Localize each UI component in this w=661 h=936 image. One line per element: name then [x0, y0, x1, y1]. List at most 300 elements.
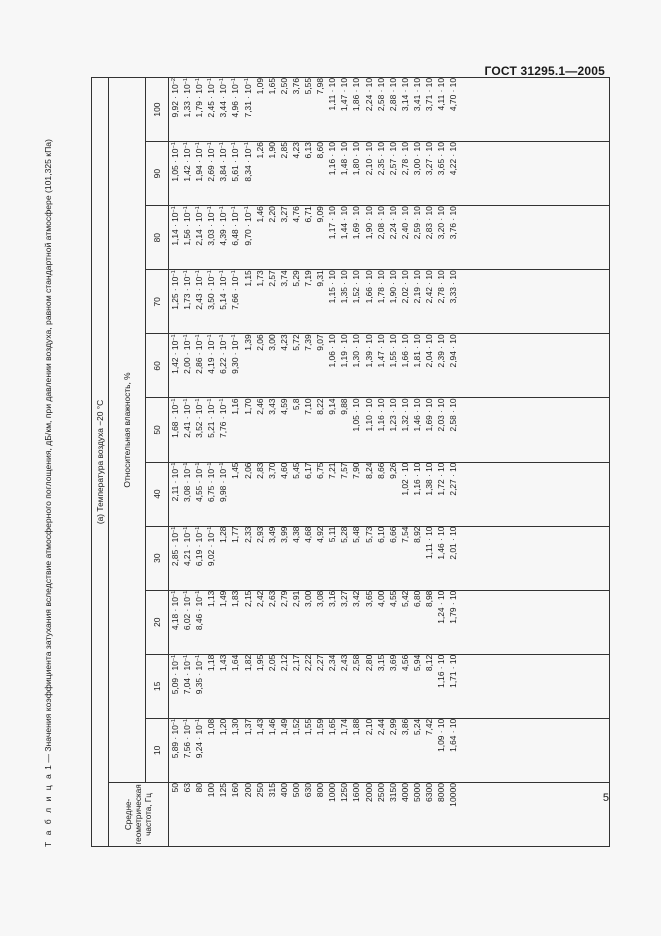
- cell-mantissa: 1,33 · 10: [182, 84, 193, 118]
- cell-mantissa: 4,23: [278, 334, 289, 351]
- table-cell: [435, 334, 447, 397]
- cell-exponent: −1: [207, 526, 214, 533]
- cell-mantissa: 1,90 · 10: [387, 270, 398, 304]
- table-cell: [375, 591, 387, 654]
- table-cell: [423, 78, 435, 141]
- cell-mantissa: 1,42 · 10: [170, 340, 180, 374]
- cell-exponent: −1: [243, 142, 250, 149]
- cell-exponent: −1: [231, 334, 238, 341]
- cell-mantissa: 1,30: [230, 718, 241, 736]
- table-cell: [423, 719, 435, 782]
- table-cell: [229, 655, 241, 718]
- cell-mantissa: 1,81 · 10: [411, 334, 422, 368]
- cell-mantissa: 7,21: [327, 462, 338, 479]
- table-cell: [338, 527, 350, 590]
- cell-exponent: −1: [171, 334, 177, 341]
- cell-mantissa: 8,92: [411, 526, 422, 543]
- cell-mantissa: 6,75: [315, 462, 326, 479]
- table-cell: [254, 270, 266, 333]
- table-cell: [205, 78, 217, 141]
- cell-mantissa: 3,08: [315, 590, 326, 607]
- cell-mantissa: 2,43: [339, 654, 350, 672]
- cell-mantissa: 1,66 · 10: [363, 270, 374, 304]
- table-cell: [411, 398, 423, 461]
- table-cell: [266, 78, 278, 141]
- cell-mantissa: 7,39: [303, 334, 314, 351]
- cell-mantissa: 1,65: [266, 78, 277, 95]
- humidity-level-90: 90: [146, 142, 169, 206]
- table-cell: [193, 527, 205, 590]
- cell-mantissa: 1,06 · 10: [327, 334, 338, 368]
- cell-mantissa: 6,10: [375, 526, 386, 543]
- cell-mantissa: 9,35 · 10: [194, 661, 205, 695]
- cell-exponent: −1: [195, 654, 202, 662]
- cell-mantissa: 3,00 · 10: [411, 142, 422, 176]
- cell-mantissa: 1,44 · 10: [339, 206, 350, 240]
- table-cell: [193, 463, 205, 526]
- cell-mantissa: 7,04 · 10: [182, 661, 193, 695]
- cell-exponent: −1: [219, 398, 226, 405]
- table-cell: [217, 270, 229, 333]
- cell-mantissa: 3,16: [327, 590, 338, 607]
- cell-mantissa: 1,02 · 10: [399, 462, 410, 496]
- table-cell: [205, 655, 217, 718]
- cell-mantissa: 6,17: [303, 462, 314, 479]
- cell-mantissa: 1,16 · 10: [375, 398, 386, 432]
- table-cell: [193, 142, 205, 205]
- table-cell: [278, 334, 290, 397]
- table-cell: [399, 591, 411, 654]
- cell-mantissa: 2,10 · 10: [363, 142, 374, 176]
- table-cell: [363, 398, 375, 461]
- cell-exponent: −1: [231, 142, 238, 149]
- table-cell: [217, 334, 229, 397]
- table-cell: [350, 591, 362, 654]
- cell-mantissa: 4,00: [375, 590, 386, 607]
- table-cell: [266, 463, 278, 526]
- cell-exponent: −1: [207, 334, 214, 341]
- cell-mantissa: 5,45: [290, 462, 301, 479]
- table-cell: [314, 463, 326, 526]
- values-column-100: [169, 78, 610, 142]
- cell-mantissa: 3,27: [339, 590, 350, 607]
- table-cell: [193, 270, 205, 333]
- cell-mantissa: 2,02 · 10: [399, 270, 410, 304]
- table-cell: [229, 270, 241, 333]
- cell-mantissa: 7,56 · 10: [182, 725, 193, 759]
- cell-mantissa: 2,44: [375, 718, 386, 736]
- cell-mantissa: 1,20: [218, 718, 229, 736]
- table-cell: [302, 334, 314, 397]
- cell-mantissa: 5,28: [339, 526, 350, 543]
- cell-mantissa: 5,09 · 10: [170, 661, 180, 695]
- cell-mantissa: 3,49: [266, 526, 277, 543]
- table-cell: [254, 206, 266, 269]
- table-cell: [350, 719, 362, 782]
- cell-mantissa: 2,41 · 10: [182, 404, 193, 438]
- table-cell: [217, 591, 229, 654]
- table-cell: [205, 142, 217, 205]
- table-cell: [278, 591, 290, 654]
- cell-mantissa: 1,18: [206, 654, 217, 672]
- cell-mantissa: 2,34: [327, 654, 338, 672]
- table-cell: [229, 463, 241, 526]
- cell-exponent: −1: [207, 142, 214, 149]
- table-cell: [217, 398, 229, 461]
- table-cell: [338, 719, 350, 782]
- cell-mantissa: 3,76 · 10: [448, 206, 459, 240]
- cell-exponent: −1: [195, 78, 202, 85]
- cell-mantissa: 1,11 · 10: [423, 526, 434, 560]
- humidity-header: Относительная влажность, %: [109, 78, 146, 783]
- frequency-value: 1000: [327, 782, 338, 803]
- cell-mantissa: 1,77: [230, 526, 241, 543]
- cell-exponent: −1: [183, 462, 190, 469]
- table-cell: [447, 719, 459, 782]
- cell-exponent: −1: [171, 142, 177, 149]
- table-cell: [254, 463, 266, 526]
- cell-mantissa: 2,42 · 10: [423, 270, 434, 304]
- cell-mantissa: 1,35 · 10: [339, 270, 350, 304]
- cell-mantissa: 1,65: [327, 718, 338, 736]
- cell-mantissa: 4,23: [290, 142, 301, 159]
- table-cell: [326, 463, 338, 526]
- cell-mantissa: 2,35 · 10: [375, 142, 386, 176]
- cell-mantissa: 1,79 · 10: [194, 84, 205, 118]
- cell-mantissa: 1,72 · 10: [436, 462, 447, 496]
- frequency-value: 4000: [399, 782, 410, 803]
- cell-mantissa: 1,13: [206, 590, 217, 607]
- table-cell: [290, 142, 302, 205]
- cell-mantissa: 4,92: [315, 526, 326, 543]
- cell-exponent: −1: [207, 270, 214, 277]
- cell-mantissa: 1,17 · 10: [327, 206, 338, 240]
- humidity-level-80: 80: [146, 206, 169, 270]
- document-code: ГОСТ 31295.1—2005: [484, 64, 605, 78]
- table-cell: [169, 591, 181, 654]
- cell-mantissa: 1,05 · 10: [170, 148, 180, 182]
- cell-mantissa: 3,00: [303, 590, 314, 607]
- cell-mantissa: 1,55: [303, 718, 314, 736]
- table-cell: [399, 334, 411, 397]
- table-cell: [387, 719, 399, 782]
- cell-exponent: −1: [183, 718, 190, 726]
- cell-mantissa: 1,42 · 10: [182, 148, 193, 182]
- cell-mantissa: 1,30 · 10: [351, 334, 362, 368]
- frequency-value: 630: [303, 782, 314, 798]
- cell-mantissa: 1,38 · 10: [423, 462, 434, 496]
- table-cell: [350, 142, 362, 205]
- table-cell: [205, 334, 217, 397]
- cell-mantissa: 7,10: [303, 398, 314, 415]
- table-cell: [242, 719, 254, 782]
- cell-mantissa: 1,56 · 10: [182, 212, 193, 246]
- cell-exponent: −1: [183, 654, 190, 662]
- table-cell: [447, 655, 459, 718]
- humidity-level-40: 40: [146, 462, 169, 526]
- caption-text: — Значения коэффициента затухания вследствие атмосферного поглощения, дБ/км, при давлении воздуха, равном стандартной атмосфере (101,325 кПа): [43, 139, 53, 766]
- table-cell: [447, 463, 459, 526]
- frequency-value: 1600: [351, 782, 362, 803]
- table-cell: [447, 398, 459, 461]
- table-cell: [350, 463, 362, 526]
- cell-mantissa: 5,89 · 10: [170, 725, 180, 759]
- cell-exponent: −1: [195, 142, 202, 149]
- values-column-70: [169, 270, 610, 334]
- table-cell: [242, 206, 254, 269]
- table-cell: [375, 142, 387, 205]
- cell-mantissa: 2,33: [242, 526, 253, 543]
- table-cell: [350, 206, 362, 269]
- frequency-header: Средне-геометрическая частота, Гц: [109, 782, 169, 846]
- table-cell: [266, 334, 278, 397]
- table-cell: [314, 270, 326, 333]
- table-cell: [278, 463, 290, 526]
- table-cell: [314, 527, 326, 590]
- table-cell: [326, 334, 338, 397]
- cell-mantissa: 3,50 · 10: [206, 276, 217, 310]
- values-column-15: [169, 654, 610, 718]
- cell-mantissa: 3,74: [278, 270, 289, 287]
- table-cell: [302, 78, 314, 141]
- table-cell: [387, 142, 399, 205]
- frequency-value: 2000: [363, 782, 374, 803]
- table-cell: [242, 270, 254, 333]
- cell-mantissa: 2,11 · 10: [170, 468, 180, 502]
- table-cell: [314, 78, 326, 141]
- cell-mantissa: 7,57: [339, 462, 350, 479]
- cell-mantissa: 1,90: [266, 142, 277, 159]
- cell-mantissa: 9,24 · 10: [194, 725, 205, 759]
- table-cell: [338, 78, 350, 141]
- table-cell: [338, 206, 350, 269]
- table-cell: [217, 78, 229, 141]
- table-cell: [302, 142, 314, 205]
- frequency-value: 315: [266, 782, 277, 798]
- cell-mantissa: 4,19 · 10: [206, 340, 217, 374]
- cell-mantissa: 5,48: [351, 526, 362, 543]
- cell-mantissa: 1,73: [254, 270, 265, 287]
- cell-mantissa: 4,70 · 10: [448, 78, 459, 112]
- table-cell: [314, 591, 326, 654]
- frequency-value: 100: [206, 782, 217, 798]
- cell-mantissa: 5,11: [327, 526, 338, 543]
- table-cell: [387, 270, 399, 333]
- cell-mantissa: 2,19 · 10: [411, 270, 422, 304]
- table-cell: [302, 719, 314, 782]
- cell-mantissa: 1,68 · 10: [170, 404, 180, 438]
- cell-mantissa: 2,27 · 10: [448, 462, 459, 496]
- cell-mantissa: 2,99: [387, 718, 398, 736]
- cell-mantissa: 1,28: [218, 526, 229, 543]
- cell-mantissa: 8,60: [315, 142, 326, 159]
- table-cell: [338, 270, 350, 333]
- cell-mantissa: 2,05: [266, 654, 277, 672]
- table-cell: [169, 78, 181, 141]
- page-number: 5: [602, 792, 609, 804]
- table-cell: [338, 398, 350, 461]
- table-cell: [399, 719, 411, 782]
- cell-mantissa: 2,40 · 10: [399, 206, 410, 240]
- cell-mantissa: 1,09 · 10: [436, 718, 447, 752]
- table-body-row: [169, 78, 610, 847]
- table-cell: [266, 398, 278, 461]
- table-cell: [169, 142, 181, 205]
- cell-mantissa: 7,98: [315, 78, 326, 95]
- cell-mantissa: 1,64: [230, 654, 241, 672]
- table-cell: [387, 398, 399, 461]
- cell-mantissa: 1,66 · 10: [399, 334, 410, 368]
- cell-mantissa: 8,66: [375, 462, 386, 479]
- table-cell: [387, 591, 399, 654]
- cell-exponent: −1: [207, 78, 214, 85]
- table-cell: [302, 527, 314, 590]
- table-cell: [217, 527, 229, 590]
- cell-mantissa: 3,44 · 10: [218, 84, 229, 118]
- cell-mantissa: 3,70: [266, 462, 277, 479]
- cell-mantissa: 1,46 · 10: [411, 398, 422, 432]
- cell-mantissa: 1,55 · 10: [387, 334, 398, 368]
- cell-mantissa: 1,47 · 10: [339, 78, 350, 112]
- table-cell: [375, 334, 387, 397]
- values-column-60: [169, 334, 610, 398]
- cell-mantissa: 1,16 · 10: [327, 142, 338, 176]
- cell-mantissa: 7,42: [423, 718, 434, 736]
- table-cell: [242, 398, 254, 461]
- table-cell: [447, 591, 459, 654]
- table-cell: [181, 527, 193, 590]
- table-cell: [169, 270, 181, 333]
- cell-mantissa: 2,00 · 10: [182, 340, 193, 374]
- table-cell: [423, 591, 435, 654]
- table-cell: [193, 655, 205, 718]
- cell-mantissa: 2,10: [363, 718, 374, 736]
- cell-mantissa: 1,26: [254, 142, 265, 159]
- table-cell: [254, 398, 266, 461]
- cell-mantissa: 3,71 · 10: [423, 78, 434, 112]
- table-cell: [290, 78, 302, 141]
- frequency-value: 80: [194, 782, 205, 793]
- caption-number: 1: [43, 765, 53, 770]
- cell-mantissa: 2,63: [266, 590, 277, 607]
- table-cell: [193, 398, 205, 461]
- table-cell: [435, 206, 447, 269]
- cell-mantissa: 2,58 · 10: [375, 78, 386, 112]
- cell-mantissa: 1,37: [242, 718, 253, 736]
- table-cell: [363, 719, 375, 782]
- cell-mantissa: 1,46: [266, 718, 277, 736]
- cell-exponent: −1: [171, 590, 177, 598]
- table-cell: [423, 142, 435, 205]
- table-cell: [411, 591, 423, 654]
- table-cell: [169, 398, 181, 461]
- cell-mantissa: 5,73: [363, 526, 374, 543]
- cell-mantissa: 1,05 · 10: [351, 398, 362, 432]
- values-column-10: [169, 718, 610, 782]
- cell-mantissa: 2,27: [315, 654, 326, 672]
- table-cell: [205, 463, 217, 526]
- table-cell: [193, 206, 205, 269]
- table-cell: [169, 334, 181, 397]
- cell-mantissa: 3,52 · 10: [194, 404, 205, 438]
- cell-mantissa: 2,85 · 10: [170, 533, 180, 567]
- cell-mantissa: 1,73 · 10: [182, 276, 193, 310]
- table-cell: [278, 527, 290, 590]
- cell-mantissa: 1,23 · 10: [387, 398, 398, 432]
- cell-mantissa: 9,30 · 10: [230, 340, 241, 374]
- cell-mantissa: 2,91: [290, 590, 301, 607]
- cell-mantissa: 1,47 · 10: [375, 334, 386, 368]
- table-cell: [229, 334, 241, 397]
- table-cell: [205, 270, 217, 333]
- table-cell: [266, 527, 278, 590]
- table-cell: [181, 655, 193, 718]
- cell-exponent: −1: [219, 78, 226, 85]
- table-cell: [229, 78, 241, 141]
- cell-mantissa: 1,16: [230, 398, 241, 415]
- table-cell: [254, 334, 266, 397]
- cell-exponent: −1: [171, 398, 177, 405]
- table-cell: [266, 591, 278, 654]
- table-cell: [205, 206, 217, 269]
- cell-mantissa: 2,83 · 10: [423, 206, 434, 240]
- attenuation-table: [91, 77, 610, 847]
- cell-mantissa: 1,94 · 10: [194, 148, 205, 182]
- table-cell: [423, 463, 435, 526]
- humidity-level-50: 50: [146, 398, 169, 462]
- cell-mantissa: 8,46 · 10: [194, 597, 205, 631]
- table-cell: [229, 206, 241, 269]
- cell-exponent: −1: [195, 526, 202, 533]
- table-cell: [181, 78, 193, 141]
- table-cell: [423, 334, 435, 397]
- cell-exponent: −1: [231, 270, 238, 277]
- table-cell: [387, 78, 399, 141]
- cell-mantissa: 1,46: [254, 206, 265, 223]
- table-cell: [350, 78, 362, 141]
- cell-mantissa: 3,42: [351, 590, 362, 607]
- table-cell: [326, 591, 338, 654]
- cell-mantissa: 2,06: [242, 462, 253, 479]
- table-cell: [326, 78, 338, 141]
- cell-mantissa: 2,58: [351, 654, 362, 672]
- table-cell: [278, 270, 290, 333]
- cell-mantissa: 7,76 · 10: [218, 404, 229, 438]
- cell-exponent: −2: [171, 78, 177, 85]
- cell-mantissa: 1,16 · 10: [436, 654, 447, 688]
- table-cell: [411, 270, 423, 333]
- cell-mantissa: 6,19 · 10: [194, 533, 205, 567]
- table-cell: [302, 655, 314, 718]
- cell-mantissa: 4,55 · 10: [194, 468, 205, 502]
- cell-mantissa: 1,48 · 10: [339, 142, 350, 176]
- rotated-table-block: [43, 77, 603, 847]
- table-cell: [205, 398, 217, 461]
- table-cell: [399, 527, 411, 590]
- table-cell: [363, 78, 375, 141]
- table-cell: [266, 270, 278, 333]
- cell-mantissa: 5,94: [411, 654, 422, 672]
- cell-exponent: −1: [219, 334, 226, 341]
- cell-exponent: −1: [219, 142, 226, 149]
- table-cell: [242, 78, 254, 141]
- table-cell: [290, 398, 302, 461]
- cell-mantissa: 2,79: [278, 590, 289, 607]
- table-cell: [435, 142, 447, 205]
- cell-mantissa: 4,22 · 10: [448, 142, 459, 176]
- cell-mantissa: 2,57: [266, 270, 277, 287]
- table-cell: [363, 655, 375, 718]
